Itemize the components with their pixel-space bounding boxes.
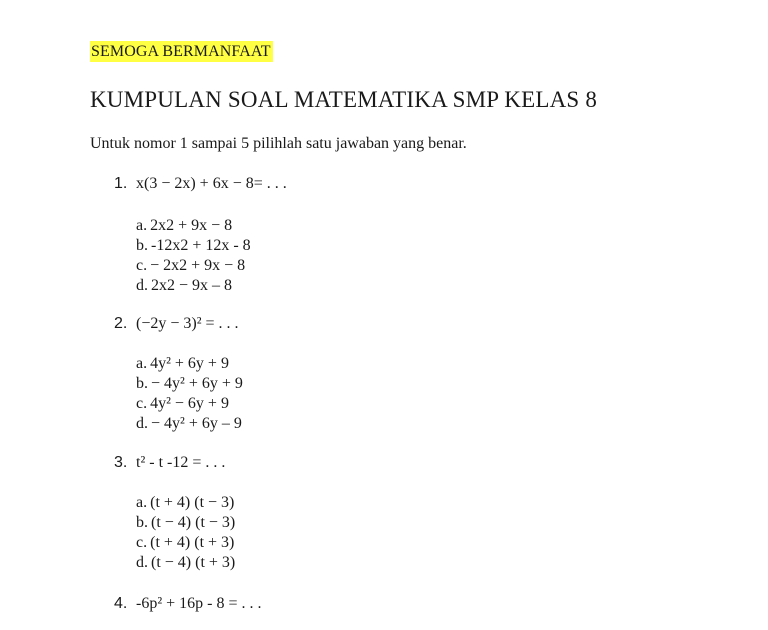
option-text: 2x2 − 9x – 8 (151, 277, 233, 294)
option-3d (136, 553, 235, 573)
option-3b (136, 513, 235, 533)
option-text: 4y² − 6y + 9 (150, 395, 229, 412)
option-text: − 4y² + 6y – 9 (151, 415, 242, 432)
question-text: (−2y − 3)² = . . . (136, 315, 239, 332)
option-letter: c. (136, 534, 148, 551)
option-letter: a. (136, 494, 148, 511)
option-letter: d. (136, 415, 148, 432)
question-number: 2. (114, 315, 128, 332)
option-text: (t + 4) (t + 3) (150, 534, 235, 551)
highlight-banner: SEMOGA BERMANFAAT (91, 43, 271, 60)
option-text: − 4y² + 6y + 9 (151, 375, 243, 392)
option-text: (t − 4) (t + 3) (151, 554, 236, 571)
option-letter: b. (136, 375, 148, 392)
question-number: 4. (114, 595, 128, 612)
option-text: − 2x2 + 9x − 8 (150, 257, 246, 274)
question-text: t² - t -12 = . . . (136, 454, 226, 471)
option-text: 2x2 + 9x − 8 (150, 217, 233, 234)
option-letter: a. (136, 355, 148, 372)
option-2a (136, 354, 229, 374)
page-title: KUMPULAN SOAL MATEMATIKA SMP KELAS 8 (90, 87, 598, 112)
option-letter: a. (136, 217, 148, 234)
option-letter: d. (136, 277, 148, 294)
option-3c (136, 533, 234, 553)
question-text: x(3 − 2x) + 6x − 8= . . . (136, 175, 287, 192)
option-3a (136, 493, 234, 513)
option-text: (t + 4) (t − 3) (150, 494, 235, 511)
option-1d (136, 276, 232, 296)
option-1b (136, 236, 251, 256)
question-number: 3. (114, 454, 128, 471)
option-letter: c. (136, 395, 148, 412)
option-letter: c. (136, 257, 148, 274)
option-1c (136, 256, 245, 276)
question-2 (114, 314, 239, 334)
question-1 (114, 174, 287, 194)
instructions: Untuk nomor 1 sampai 5 pilihlah satu jawaban yang benar. (90, 135, 467, 152)
question-text: -6p² + 16p - 8 = . . . (136, 595, 262, 612)
question-4 (114, 594, 262, 614)
option-letter: b. (136, 514, 148, 531)
option-letter: d. (136, 554, 148, 571)
option-letter: b. (136, 237, 148, 254)
option-2c (136, 394, 229, 414)
option-text: 4y² + 6y + 9 (150, 355, 229, 372)
option-text: (t − 4) (t − 3) (151, 514, 236, 531)
option-text: -12x2 + 12x - 8 (151, 237, 251, 254)
option-2b (136, 374, 243, 394)
option-1a (136, 216, 232, 236)
option-2d (136, 414, 242, 434)
question-3 (114, 453, 225, 473)
question-number: 1. (114, 175, 128, 192)
